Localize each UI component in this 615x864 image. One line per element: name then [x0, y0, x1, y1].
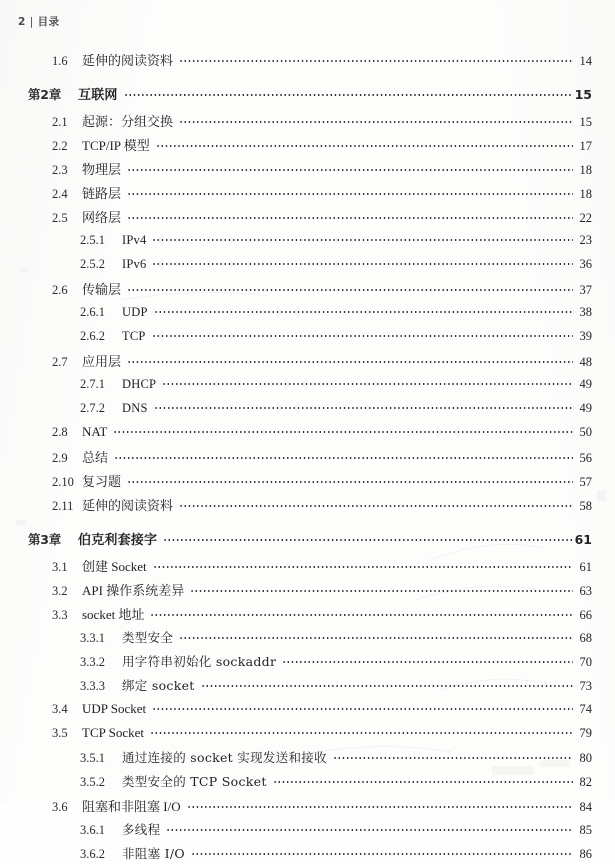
toc-entry-2.9[interactable] — [0, 447, 615, 467]
toc-entry-number: 3.1 — [52, 560, 68, 574]
toc-entry-2.5[interactable] — [0, 207, 615, 227]
toc-dot-leader — [282, 653, 573, 666]
toc-entry-title: DHCP — [122, 377, 157, 391]
toc-entry-number: 3.3.2 — [80, 655, 105, 669]
toc-entry-2.7[interactable] — [0, 351, 615, 371]
toc-entry-title: NAT — [82, 424, 108, 439]
toc-entry-2.11[interactable] — [0, 495, 615, 515]
toc-entry-title: 总结 — [82, 450, 109, 465]
toc-entry-number: 2.1 — [52, 115, 68, 129]
toc-entry-number: 第2章 — [28, 87, 62, 102]
toc-entry-page-number: 48 — [579, 355, 592, 369]
toc-dot-leader — [154, 303, 573, 316]
toc-entry-number: 2.7.1 — [80, 377, 105, 391]
toc-entry-title: 应用层 — [82, 354, 122, 369]
toc-entry-2.3[interactable] — [0, 159, 615, 179]
toc-entry-number: 2.4 — [52, 187, 68, 201]
toc-entry-number: 3.5 — [52, 726, 68, 740]
toc-entry-page-number: 15 — [574, 87, 592, 102]
toc-dot-leader — [179, 497, 573, 510]
toc-entry-3.5[interactable] — [0, 724, 615, 744]
toc-entry-title: 通过连接的 socket 实现发送和接收 — [122, 750, 327, 765]
toc-dot-leader — [150, 724, 573, 737]
toc-entry-page-number: 86 — [579, 847, 592, 861]
toc-entry-3.3.1[interactable] — [0, 628, 615, 648]
toc-dot-leader — [162, 375, 573, 388]
toc-entry-3.6.1[interactable] — [0, 820, 615, 840]
toc-entry-number: 2.6.1 — [80, 305, 105, 319]
toc-entry-2.10[interactable] — [0, 471, 615, 491]
toc-dot-leader — [152, 327, 573, 340]
toc-dot-leader — [152, 231, 573, 244]
toc-entry-title: IPv6 — [122, 257, 147, 271]
toc-entry-number: 2.5 — [52, 211, 68, 225]
toc-entry-2.6[interactable] — [0, 279, 615, 299]
toc-entry-title: 物理层 — [82, 162, 122, 177]
toc-entry-number: 2.5.2 — [80, 257, 105, 271]
toc-entry-number: 2.6 — [52, 283, 68, 297]
toc-entry-page-number: 79 — [579, 726, 592, 740]
toc-entry-number: 3.6 — [52, 800, 68, 814]
toc-dot-leader — [333, 749, 573, 762]
toc-dot-leader — [156, 137, 573, 150]
toc-dot-leader — [179, 629, 573, 642]
toc-entry-title: 用字符串初始化 sockaddr — [122, 654, 277, 669]
toc-entry-page-number: 68 — [579, 631, 592, 645]
toc-dot-leader — [179, 113, 573, 126]
toc-entry-page-number: 14 — [579, 54, 592, 68]
toc-entry-2[interactable] — [0, 84, 615, 104]
toc-entry-page-number: 57 — [579, 475, 592, 489]
toc-entry-page-number: 66 — [579, 608, 592, 622]
toc-entry-2.6.2[interactable] — [0, 327, 615, 347]
toc-entry-number: 3.2 — [52, 584, 68, 598]
toc-dot-leader — [113, 423, 573, 436]
toc-entry-page-number: 70 — [579, 655, 592, 669]
toc-entry-title: 链路层 — [82, 186, 122, 201]
toc-entry-title: 阻塞和非阻塞 I/O — [82, 799, 181, 814]
running-head — [18, 14, 59, 29]
toc-entry-title: 多线程 — [122, 822, 161, 837]
toc-entry-2.2[interactable] — [0, 135, 615, 155]
toc-entry-title: IPv4 — [122, 233, 147, 247]
page-folio: 2 — [18, 16, 26, 28]
toc-entry-3.1[interactable] — [0, 556, 615, 576]
toc-entry-page-number: 82 — [579, 775, 592, 789]
toc-entry-2.7.1[interactable] — [0, 375, 615, 395]
toc-dot-leader — [191, 845, 573, 858]
toc-entry-number: 2.6.2 — [80, 329, 105, 343]
toc-entry-page-number: 74 — [579, 702, 592, 716]
toc-entry-3.3[interactable] — [0, 604, 615, 624]
toc-dot-leader — [114, 449, 573, 462]
toc-entry-page-number: 58 — [579, 499, 592, 513]
running-head-label: 目录 — [37, 16, 60, 28]
toc-entry-number: 2.9 — [52, 451, 68, 465]
toc-entry-title: TCP Socket — [82, 725, 144, 740]
toc-entry-title: 类型安全的 TCP Socket — [122, 774, 267, 789]
toc-entry-title: 延伸的阅读资料 — [82, 498, 174, 513]
toc-entry-2.4[interactable] — [0, 183, 615, 203]
toc-entry-page-number: 23 — [579, 233, 592, 247]
toc-dot-leader — [154, 399, 573, 412]
toc-entry-page-number: 61 — [579, 560, 592, 574]
toc-entry-number: 2.10 — [52, 475, 74, 489]
toc-entry-title: 创建 Socket — [82, 559, 147, 574]
toc-entry-number: 2.5.1 — [80, 233, 105, 247]
toc-entry-title: API 操作系统差异 — [82, 583, 185, 598]
toc-entry-title: 类型安全 — [122, 630, 174, 645]
toc-entry-number: 第3章 — [28, 532, 62, 547]
toc-entry-page-number: 17 — [579, 139, 592, 153]
toc-entry-title: 非阻塞 I/O — [122, 846, 185, 861]
toc-entry-2.8[interactable] — [0, 423, 615, 443]
toc-entry-number: 3.5.2 — [80, 775, 105, 789]
toc-entry-page-number: 15 — [579, 115, 592, 129]
toc-entry-3.5.2[interactable] — [0, 772, 615, 792]
toc-entry-title: 延伸的阅读资料 — [82, 53, 174, 68]
toc-entry-number: 3.3 — [52, 608, 68, 622]
toc-dot-leader — [201, 677, 573, 690]
toc-entry-number: 2.3 — [52, 163, 68, 177]
toc-dot-leader — [163, 531, 572, 544]
toc-entry-number: 3.5.1 — [80, 751, 105, 765]
toc-entry-3[interactable] — [0, 529, 615, 549]
toc-dot-leader — [127, 473, 573, 486]
toc-entry-page-number: 49 — [579, 377, 592, 391]
toc-entry-3.6.2[interactable] — [0, 844, 615, 864]
toc-entry-page-number: 22 — [579, 211, 592, 225]
toc-dot-leader — [127, 281, 573, 294]
toc-dot-leader — [152, 700, 573, 713]
toc-entry-2.7.2[interactable] — [0, 399, 615, 419]
toc-entry-2.5.2[interactable] — [0, 255, 615, 275]
toc-entry-number: 2.7.2 — [80, 401, 105, 415]
toc-entry-title: 起源：分组交换 — [82, 114, 174, 129]
toc-dot-leader — [166, 821, 573, 834]
toc-entry-page-number: 18 — [579, 187, 592, 201]
toc-dot-leader — [124, 86, 573, 99]
toc-entry-2.1[interactable] — [0, 111, 615, 131]
toc-dot-leader — [273, 773, 573, 786]
toc-dot-leader — [152, 255, 573, 268]
toc-entry-page-number: 36 — [579, 257, 592, 271]
toc-entry-title: 传输层 — [82, 282, 122, 297]
toc-entry-number: 3.3.1 — [80, 631, 105, 645]
toc-entry-page-number: 80 — [579, 751, 592, 765]
toc-entry-number: 3.3.3 — [80, 679, 105, 693]
toc-entry-title: 伯克利套接字 — [78, 533, 158, 548]
toc-entry-page-number: 85 — [579, 823, 592, 837]
toc-dot-leader — [127, 161, 573, 174]
toc-entry-title: socket 地址 — [82, 607, 145, 622]
toc-dot-leader — [179, 52, 573, 65]
toc-entry-number: 3.6.2 — [80, 847, 105, 861]
toc-entry-page-number: 56 — [579, 451, 592, 465]
toc-entry-page-number: 61 — [574, 532, 592, 547]
toc-entry-page-number: 49 — [579, 401, 592, 415]
toc-entry-title: 复习题 — [82, 474, 122, 489]
toc-entry-3.6[interactable] — [0, 796, 615, 816]
toc-entry-title: 互联网 — [78, 88, 118, 103]
toc-entry-3.3.2[interactable] — [0, 652, 615, 672]
toc-dot-leader — [127, 185, 573, 198]
toc-entry-title: 网络层 — [82, 210, 122, 225]
toc-entry-page-number: 38 — [579, 305, 592, 319]
toc-entry-page-number: 73 — [579, 679, 592, 693]
toc-dot-leader — [153, 558, 573, 571]
toc-entry-title: UDP — [122, 305, 148, 319]
toc-entry-title: UDP Socket — [82, 701, 147, 716]
toc-entry-3.5.1[interactable] — [0, 748, 615, 768]
toc-entry-3.4[interactable] — [0, 700, 615, 720]
toc-entry-number: 1.6 — [52, 54, 68, 68]
toc-entry-2.5.1[interactable] — [0, 231, 615, 251]
toc-entry-number: 3.4 — [52, 702, 68, 716]
toc-entry-title: 绑定 socket — [122, 678, 195, 693]
toc-entry-page-number: 39 — [579, 329, 592, 343]
toc-entry-number: 2.2 — [52, 139, 68, 153]
toc-entry-number: 3.6.1 — [80, 823, 105, 837]
toc-entry-title: TCP/IP 模型 — [82, 138, 150, 153]
toc-entry-2.6.1[interactable] — [0, 303, 615, 323]
toc-entry-page-number: 50 — [579, 425, 592, 439]
toc-entry-3.3.3[interactable] — [0, 676, 615, 696]
toc-entry-page-number: 84 — [579, 800, 592, 814]
toc-entry-number: 2.7 — [52, 355, 68, 369]
toc-entry-title: TCP — [122, 329, 146, 343]
toc-entry-page-number: 37 — [579, 283, 592, 297]
toc-dot-leader — [127, 353, 573, 366]
toc-entry-page-number: 18 — [579, 163, 592, 177]
toc-entry-page-number: 63 — [579, 584, 592, 598]
toc-dot-leader — [150, 606, 573, 619]
running-head-separator: | — [29, 16, 34, 28]
toc-entry-3.2[interactable] — [0, 580, 615, 600]
toc-dot-leader — [127, 209, 573, 222]
toc-entry-1.6[interactable] — [0, 50, 615, 70]
toc-entry-number: 2.11 — [52, 499, 74, 513]
toc-entry-number: 2.8 — [52, 425, 68, 439]
toc-entry-title: DNS — [122, 401, 148, 415]
toc-dot-leader — [190, 582, 573, 595]
